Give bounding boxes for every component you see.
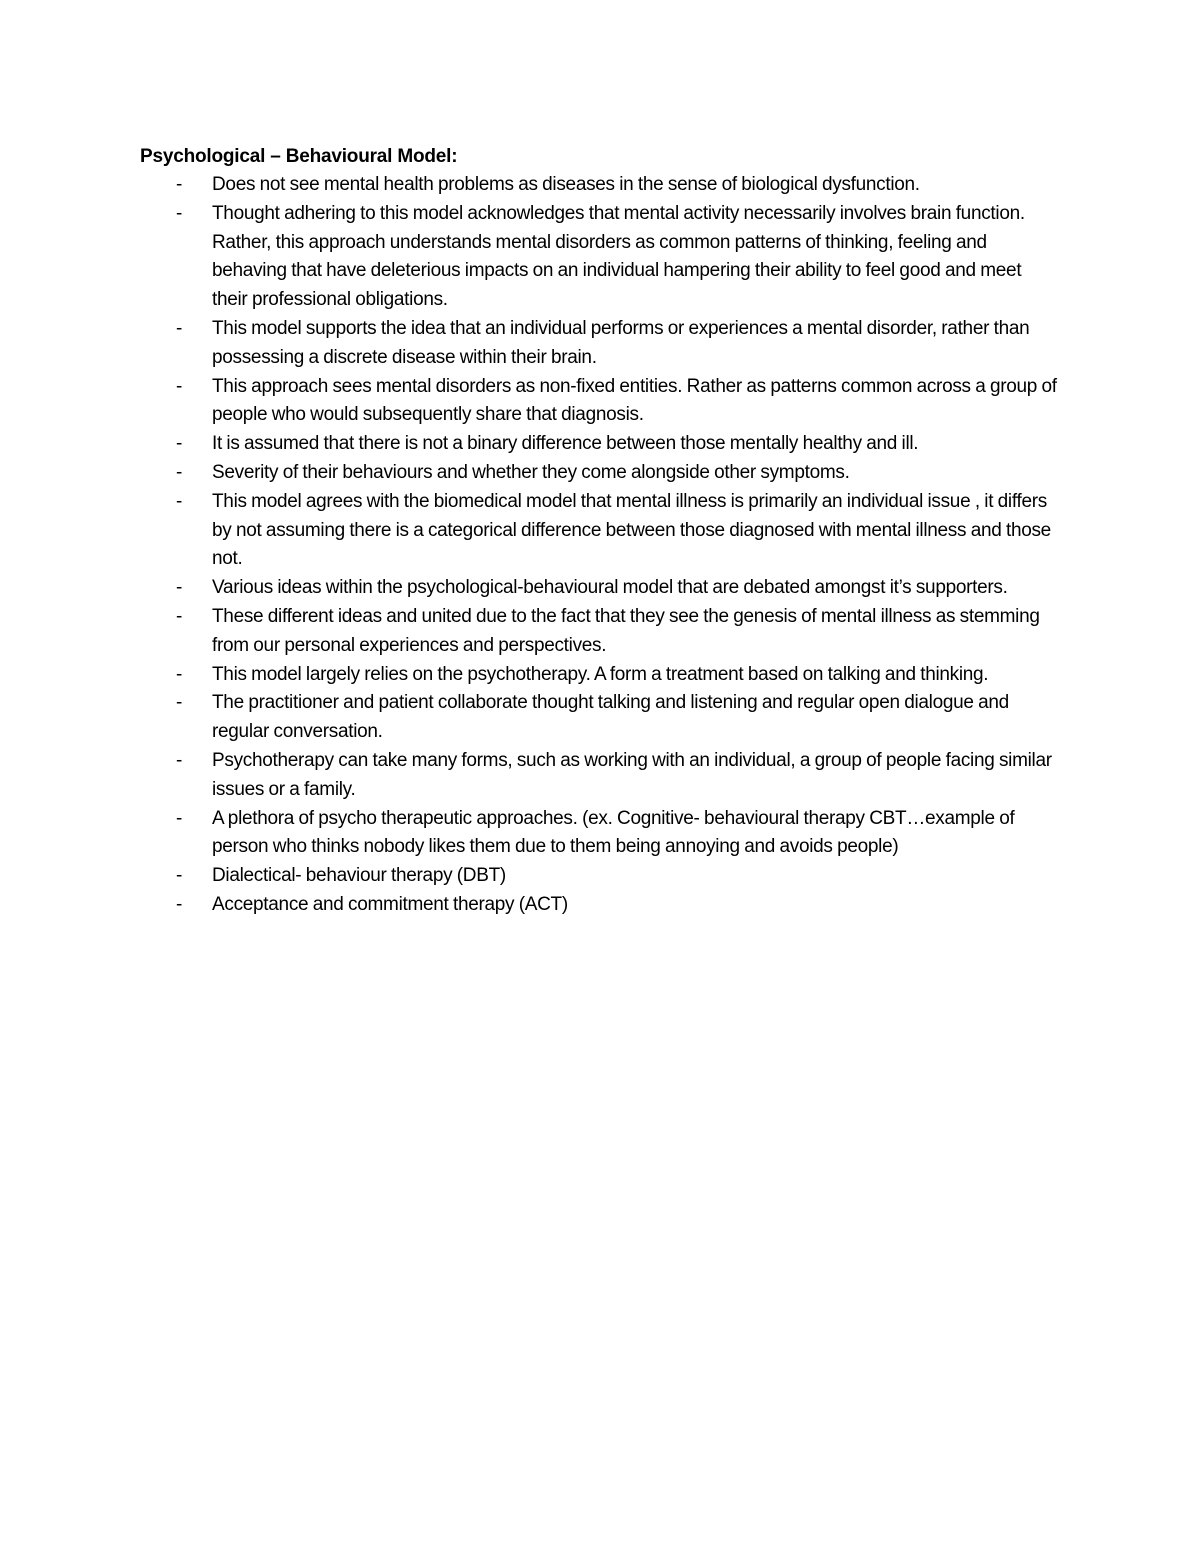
list-item bbox=[140, 430, 1060, 459]
bullet-dash: - bbox=[176, 893, 183, 915]
bullet-dash: - bbox=[176, 865, 183, 887]
bullet-dash: - bbox=[176, 433, 183, 455]
bullet-list bbox=[140, 171, 1060, 920]
list-item bbox=[140, 747, 1060, 805]
list-item bbox=[140, 862, 1060, 891]
list-item-text: A plethora of psycho therapeutic approaches. (ex. Cognitive- behavioural therapy CBT…example of person who thinks nobody likes them due to them being annoying and avoids people) bbox=[212, 807, 1015, 858]
list-item-text: Acceptance and commitment therapy (ACT) bbox=[212, 893, 568, 915]
list-item-text: Does not see mental health problems as diseases in the sense of biological dysfunction. bbox=[212, 174, 920, 195]
list-item-text: Various ideas within the psychological-behavioural model that are debated amongst it’s supporters. bbox=[212, 577, 1008, 599]
list-item-text: This model agrees with the biomedical model that mental illness is primarily an individual issue , it differs by not assuming there is a categorical difference between those diagnosed with mental illness and those not. bbox=[212, 490, 1051, 570]
list-item-text: This approach sees mental disorders as non-fixed entities. Rather as patterns common across a group of people who would subsequently share that diagnosis. bbox=[212, 375, 1057, 426]
list-item bbox=[140, 805, 1060, 863]
list-item bbox=[140, 661, 1060, 690]
list-item-text: It is assumed that there is not a binary difference between those mentally healthy and ill. bbox=[212, 433, 919, 455]
bullet-dash: - bbox=[176, 807, 183, 829]
bullet-dash: - bbox=[176, 605, 183, 627]
list-item-text: These different ideas and united due to the fact that they see the genesis of mental illness as stemming from our personal experiences and perspectives. bbox=[212, 605, 1040, 656]
bullet-dash: - bbox=[176, 202, 183, 224]
list-item-text: This model largely relies on the psychotherapy. A form a treatment based on talking and thinking. bbox=[212, 663, 989, 685]
bullet-dash: - bbox=[176, 577, 183, 599]
list-item bbox=[140, 574, 1060, 603]
list-item bbox=[140, 459, 1060, 488]
bullet-dash: - bbox=[176, 663, 183, 685]
list-item-text: Psychotherapy can take many forms, such as working with an individual, a group of people facing similar issues or a family. bbox=[212, 749, 1052, 800]
list-item bbox=[140, 373, 1060, 431]
bullet-dash: - bbox=[176, 317, 183, 339]
list-item bbox=[140, 171, 1060, 200]
document-content bbox=[140, 142, 1060, 920]
list-item bbox=[140, 200, 1060, 315]
bullet-dash: - bbox=[176, 461, 183, 483]
list-item bbox=[140, 603, 1060, 661]
list-item-text: Dialectical- behaviour therapy (DBT) bbox=[212, 865, 506, 887]
list-item-text: The practitioner and patient collaborate thought talking and listening and regular open dialogue and regular conversation. bbox=[212, 692, 1009, 743]
bullet-dash: - bbox=[176, 749, 183, 771]
list-item bbox=[140, 689, 1060, 747]
list-item-text: Severity of their behaviours and whether they come alongside other symptoms. bbox=[212, 461, 850, 483]
list-item-text: This model supports the idea that an individual performs or experiences a mental disorder, rather than possessing a discrete disease within their brain. bbox=[212, 317, 1030, 368]
bullet-dash: - bbox=[176, 375, 183, 397]
bullet-dash: - bbox=[176, 490, 183, 512]
bullet-dash: - bbox=[176, 692, 183, 714]
document-title: Psychological – Behavioural Model: bbox=[140, 146, 458, 167]
bullet-dash: - bbox=[176, 174, 183, 195]
list-item-text: Thought adhering to this model acknowledges that mental activity necessarily involves brain function. Rather, this approach understands mental disorders as common patterns of thinking, feeling and behaving that have deleterious impacts on an individual hampering their ability to feel good and meet their professional obligations. bbox=[212, 202, 1025, 311]
list-item bbox=[140, 488, 1060, 574]
list-item bbox=[140, 891, 1060, 920]
list-item bbox=[140, 315, 1060, 373]
